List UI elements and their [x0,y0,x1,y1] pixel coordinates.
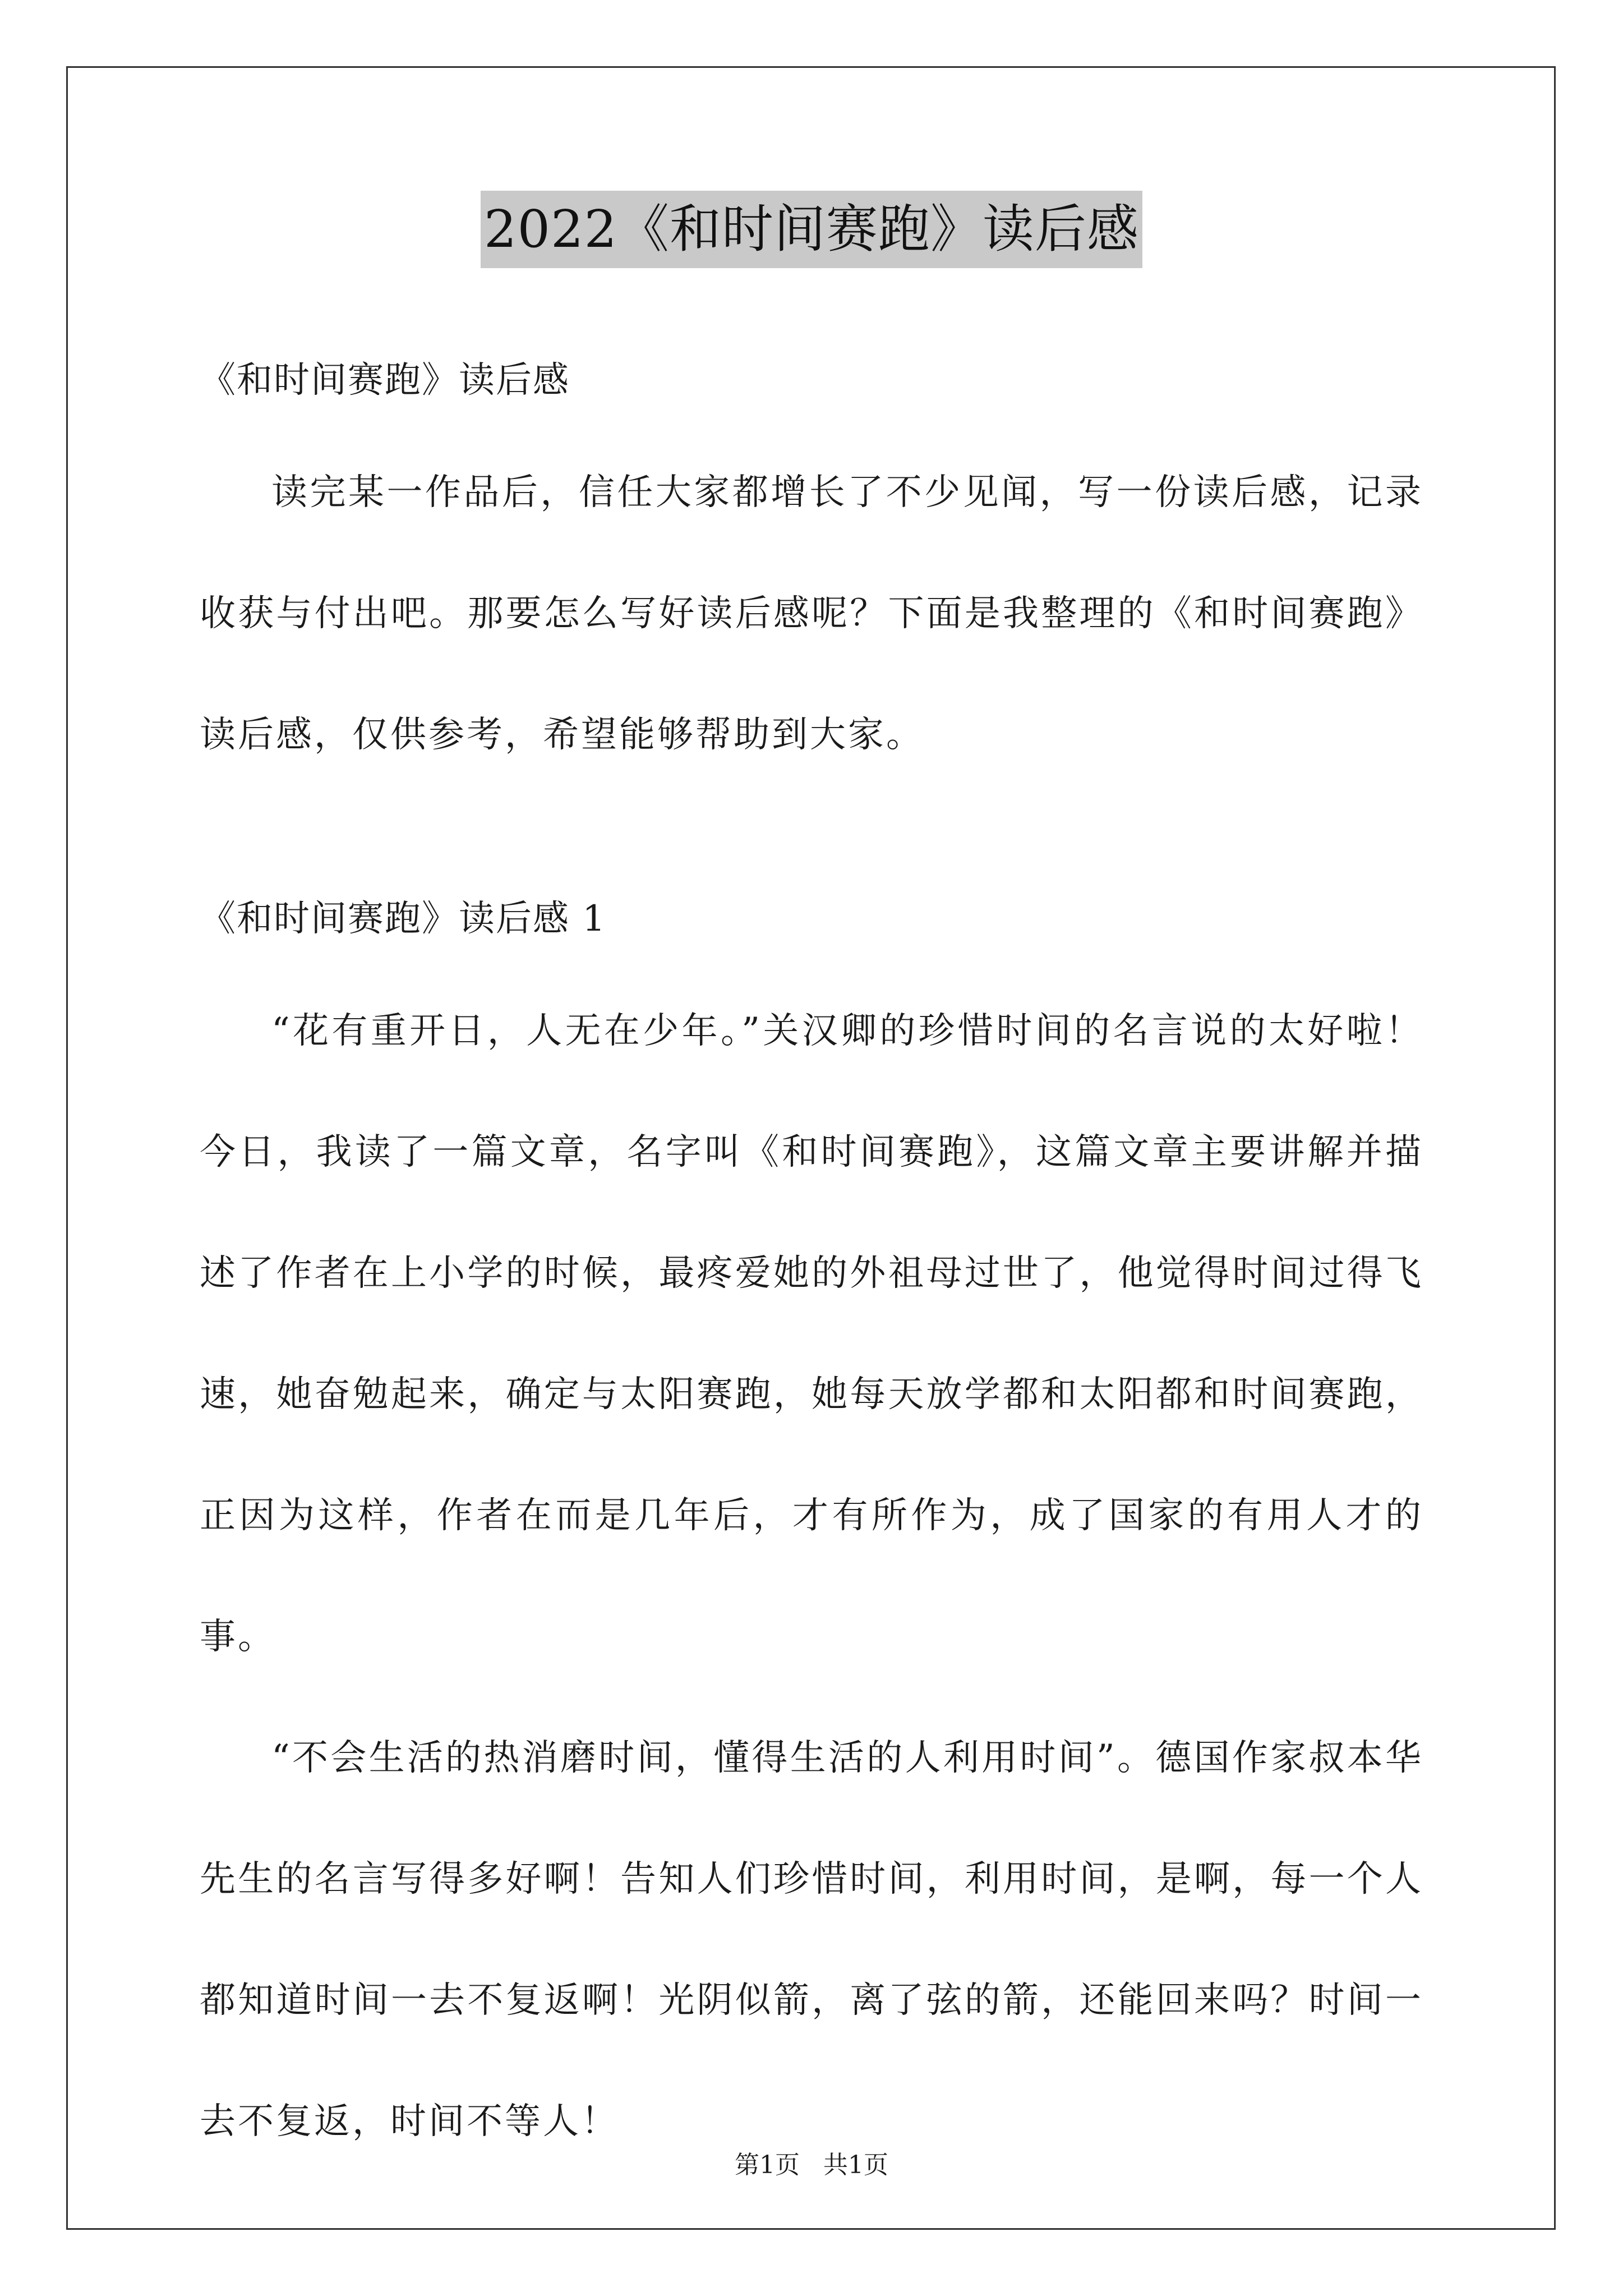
body-paragraph: “不会生活的热消磨时间，懂得生活的人利用时间”。德国作家叔本华先生的名言写得多好啊！告知人们珍惜时间，利用时间，是啊，每一个人都知道时间一去不复返啊！光阴似箭，离了弦的箭，还能回来吗？时间一去不复返，时间不等人！ [200,1737,1423,2142]
title-container [0,191,1623,268]
intro-paragraph: 读完某一作品后，信任大家都增长了不少见闻，写一份读后感，记录收获与付出吧。那要怎么写好读后感呢？下面是我整理的《和时间赛跑》读后感，仅供参考，希望能够帮助到大家。 [200,472,1423,756]
intro-block [200,432,1423,795]
document-subtitle: 《和时间赛跑》读后感 [200,360,570,401]
document-title: 2022《和时间赛跑》读后感 [481,191,1142,268]
section1-block [200,970,1423,2182]
section-heading: 《和时间赛跑》读后感 1 [200,898,607,940]
body-paragraph: “花有重开日，人无在少年。”关汉卿的珍惜时间的名言说的太好啦！今日，我读了一篇文章，名字叫《和时间赛跑》，这篇文章主要讲解并描述了作者在上小学的时候，最疼爱她的外祖母过世了，他觉得时间过得飞速，她奋勉起来，确定与太阳赛跑，她每天放学都和太阳都和时间赛跑，正因为这样，作者在而是几年后，才有所作为，成了国家的有用人才的事。 [200,1010,1423,1658]
page-footer: 第1页 共1页 [735,2151,888,2179]
